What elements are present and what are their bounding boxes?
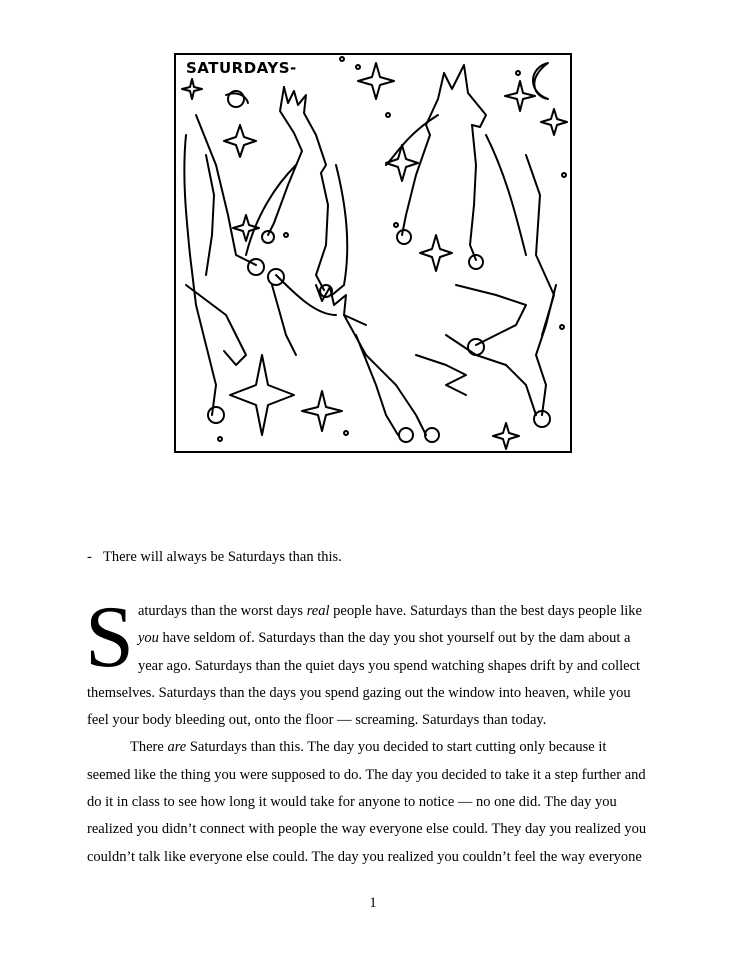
paragraph-1-line-3: year ago. Saturdays than the quiet days you spend watching shapes drift by and collect — [137, 657, 641, 674]
page-number: 1 — [369, 895, 377, 911]
comic-illustration — [174, 53, 572, 453]
paragraph-1 — [85, 589, 659, 734]
paragraph-2-line-2: seemed like the thing you were supposed to do. The day you decided to take it a step further and — [87, 766, 646, 783]
text-run: have seldom of. Saturdays than the day you shot yourself out by the dam about a — [158, 630, 631, 647]
bullet-text: There will always be Saturdays than this. — [103, 549, 342, 565]
paragraph-1-line-4: themselves. Saturdays than the days you spend gazing out the window into heaven, while you — [87, 684, 631, 701]
bullet-marker: - — [87, 549, 92, 565]
text-run: There — [130, 739, 168, 756]
paragraph-2-line-3: do it in class to see how long it would take for anyone to notice — no one did. The day you — [87, 794, 617, 811]
bullet-item — [87, 547, 342, 567]
text-run: aturdays than the worst days — [137, 603, 307, 619]
paragraph-1-line-5: feel your body bleeding out, onto the floor — screaming. Saturdays than today. — [87, 712, 547, 729]
body-text — [85, 589, 659, 871]
wolf-figure-bottom — [268, 269, 466, 442]
dot-group — [218, 57, 566, 441]
paragraph-2-line-5: couldn’t talk like everyone else could. The day you realized you couldn’t feel the way everyone — [87, 848, 642, 865]
wolf-figure-crowned — [246, 87, 347, 297]
paragraph-1-line-1 — [87, 598, 659, 625]
emphasis: real — [306, 603, 330, 619]
illustration-title: SATURDAYS- — [186, 59, 297, 77]
text-run: people have. Saturdays than the best days people like — [329, 603, 642, 619]
drop-cap: S — [85, 589, 134, 686]
paragraph-2 — [87, 734, 659, 870]
paragraph-2-line-4: realized you didn’t connect with people the way everyone else could. They day you realized you — [87, 821, 647, 838]
wolf-figure-right — [386, 65, 554, 335]
wolf-figure-bottom-right — [446, 285, 556, 427]
emphasis: are — [167, 739, 187, 756]
paragraph-2-line-1 — [87, 734, 659, 761]
crescent-moon-icon — [533, 63, 548, 99]
wolf-figures-drawing — [176, 55, 570, 451]
text-run: Saturdays than this. The day you decided to start cutting only because it — [186, 739, 607, 756]
paragraph-1-line-2 — [87, 625, 659, 652]
emphasis: you — [137, 630, 159, 647]
